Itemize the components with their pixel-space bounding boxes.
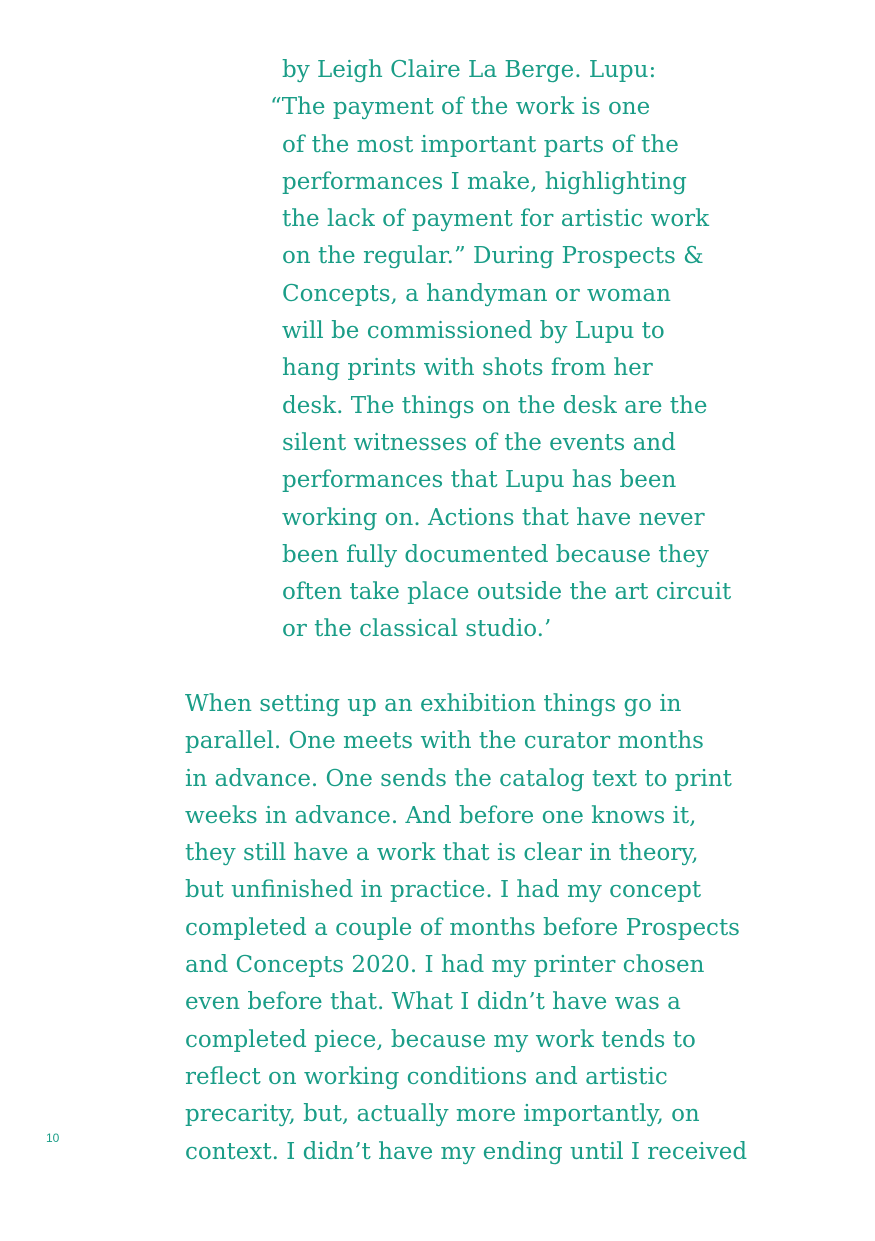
quote-line: desk. The things on the desk are the [282, 392, 708, 419]
quote-line: performances that Lupu has been [282, 467, 677, 494]
quote-line: “The payment of the work is one [270, 94, 651, 121]
page-number: 10 [46, 1131, 60, 1145]
body-line: completed piece, because my work tends to [185, 1026, 696, 1053]
body-line: When setting up an exhibition things go in [185, 691, 682, 717]
quote-line: on the regular.” During Prospects & [282, 243, 704, 270]
body-line: and Concepts 2020. I had my printer chosen [185, 952, 705, 979]
body-line: weeks in advance. And before one knows it, [185, 802, 697, 829]
quote-line: hang prints with shots from her [282, 355, 653, 382]
body-line: context. I didn’t have my ending until I received [185, 1138, 748, 1165]
body-line: precarity, but, actually more importantly, on [185, 1101, 700, 1128]
body-line: but unfinished in practice. I had my concept [185, 877, 702, 904]
quote-line: or the classical studio.’ [282, 616, 552, 643]
quote-line: Concepts, a handyman or woman [282, 280, 671, 307]
body-paragraph [185, 686, 748, 1171]
quote-line: of the most important parts of the [282, 131, 679, 158]
body-line: parallel. One meets with the curator months [185, 728, 704, 755]
quote-line: silent witnesses of the events and [282, 429, 676, 456]
quote-line: working on. Actions that have never [282, 504, 705, 531]
quote-line: performances I make, highlighting [282, 168, 687, 195]
body-line: they still have a work that is clear in theory, [185, 840, 699, 867]
quote-line: will be commissioned by Lupu to [282, 318, 665, 345]
body-line: reflect on working conditions and artistic [185, 1063, 668, 1090]
quote-line: often take place outside the art circuit [282, 579, 732, 606]
body-line: in advance. One sends the catalog text to print [185, 765, 732, 792]
body-line: even before that. What I didn’t have was a [185, 989, 681, 1016]
block-quote [270, 52, 752, 649]
quote-line: by Leigh Claire La Berge. Lupu: [282, 57, 657, 83]
quote-line: been fully documented because they [282, 541, 709, 568]
quote-line: the lack of payment for artistic work [282, 206, 710, 233]
body-line: completed a couple of months before Prospects [185, 914, 740, 941]
